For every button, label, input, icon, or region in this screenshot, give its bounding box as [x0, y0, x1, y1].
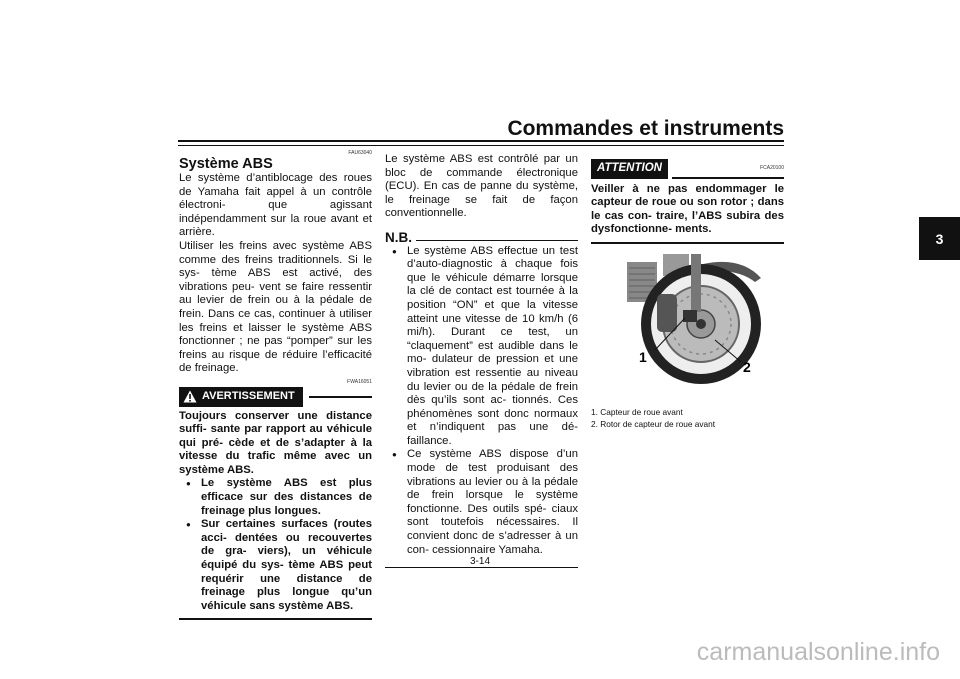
attention-end-rule: [591, 242, 784, 244]
column-middle: [385, 150, 578, 568]
attention-side: [672, 165, 784, 179]
watermark: carmanualsonline.info: [696, 638, 940, 666]
list-item: ● Ce système ABS dispose d’un mode de test produisant des vibrations au levier ou à la pédale de frein lorsque le système fonctionne. Des outils spé- ciaux sont toutefois nécessaires. Il convient donc de s’adresser à un con- cessionnaire Yamaha.: [407, 448, 578, 557]
caption-item: 1. Capteur de roue avant: [591, 406, 683, 417]
attention-rule: [672, 177, 784, 179]
section-title: Système ABS: [179, 156, 273, 172]
page-title: Commandes et instruments: [507, 117, 784, 140]
chapter-tab: 3: [919, 217, 960, 260]
caption-item: 2. Rotor de capteur de roue avant: [591, 418, 716, 429]
paragraph: Utiliser les freins avec système ABS comme des freins traditionnels. Si le sys- tème ABS est activé, des vibrations peu- vent se faire ressentir au levier de frein ou à la pédale de frein. Dans ce cas, continuer à utiliser les freins et laisser le système ABS fonctionner ; ne pas “pomper” sur les freins au risque de réduire l’efficacité de freinage.: [179, 239, 372, 375]
figure-label-1: 1: [639, 348, 647, 365]
warning-header: [179, 387, 372, 407]
figure-captions: [591, 406, 784, 430]
attention-text: Veiller à ne pas endommager le capteur de roue ou son rotor ; dans le cas con- traire, l’ABS subira des dysfonctionne- ments.: [591, 182, 784, 236]
warning-text: Toujours conserver une distance suffi- sante par rapport au véhicule qui pré- cède et de s’adapter à la vitesse du trafic même avec un système ABS.: [179, 409, 372, 476]
warning-triangle-icon: [183, 390, 197, 403]
warning-code: FWA16051: [347, 378, 372, 385]
header-rule: [178, 140, 784, 142]
fork-leg: [691, 254, 701, 312]
column-right: [591, 150, 784, 430]
attention-header: [591, 159, 784, 179]
paragraph: Le système d’antiblocage des roues de Yamaha fait appel à un contrôle électroni- que agissant indépendamment sur la roue avant et arrière.: [179, 172, 372, 239]
list-item: ● Le système ABS effectue un test d’auto-diagnostic à chaque fois que le véhicule démarre lorsque la clé de contact est tournée à la position “ON” et que la vitesse atteint une vitesse de 10 km/h (6 mi/h). Durant ce test, un “claquement” est audible dans le mo- dulateur de pression et une vibration est ressentie au niveau du levier ou de la pédale de frein dès qu’ils sont ac- tionnés. Ces phénomènes sont donc normaux et n’indiquent pas une dé- faillance.: [407, 245, 578, 449]
wheel-sensor-figure: [591, 254, 785, 396]
note-rule: [416, 240, 578, 241]
column-left: [179, 150, 372, 620]
warning-list: [179, 477, 372, 613]
list-item: ● Sur certaines surfaces (routes acci- dentées ou recouvertes de gra- viers), un véhicule équipé du sys- tème ABS peut requérir une distance de freinage plus longue qu’un véhicule sans système ABS.: [201, 518, 372, 613]
list-item: ● Le système ABS est plus efficace sur des distances de freinage plus longues.: [201, 477, 372, 518]
note-header: [385, 231, 578, 245]
warning-label: AVERTISSEMENT: [202, 389, 295, 402]
warning-body: [179, 410, 372, 614]
page-number: 3-14: [469, 556, 490, 567]
note-label: N.B.: [385, 229, 412, 245]
attention-badge: ATTENTION: [591, 159, 668, 179]
paragraph: Le système ABS est contrôlé par un bloc de commande électronique (ECU). En cas de panne du système, le freinage se fait de façon conventionnelle.: [385, 153, 578, 220]
wheel-sensor: [683, 310, 697, 322]
note-list: [385, 245, 578, 558]
warning-end-rule: [179, 618, 372, 620]
section-code: FAU63040: [348, 150, 372, 156]
brake-caliper: [657, 294, 677, 332]
header-rule-thin: [178, 145, 784, 146]
attention-code: FCA20100: [760, 164, 784, 171]
attention-body: [591, 183, 784, 237]
note-end-rule: [385, 567, 578, 568]
warning-rule: [309, 396, 372, 398]
warning-badge: [179, 387, 303, 407]
figure-label-2: 2: [743, 358, 751, 375]
